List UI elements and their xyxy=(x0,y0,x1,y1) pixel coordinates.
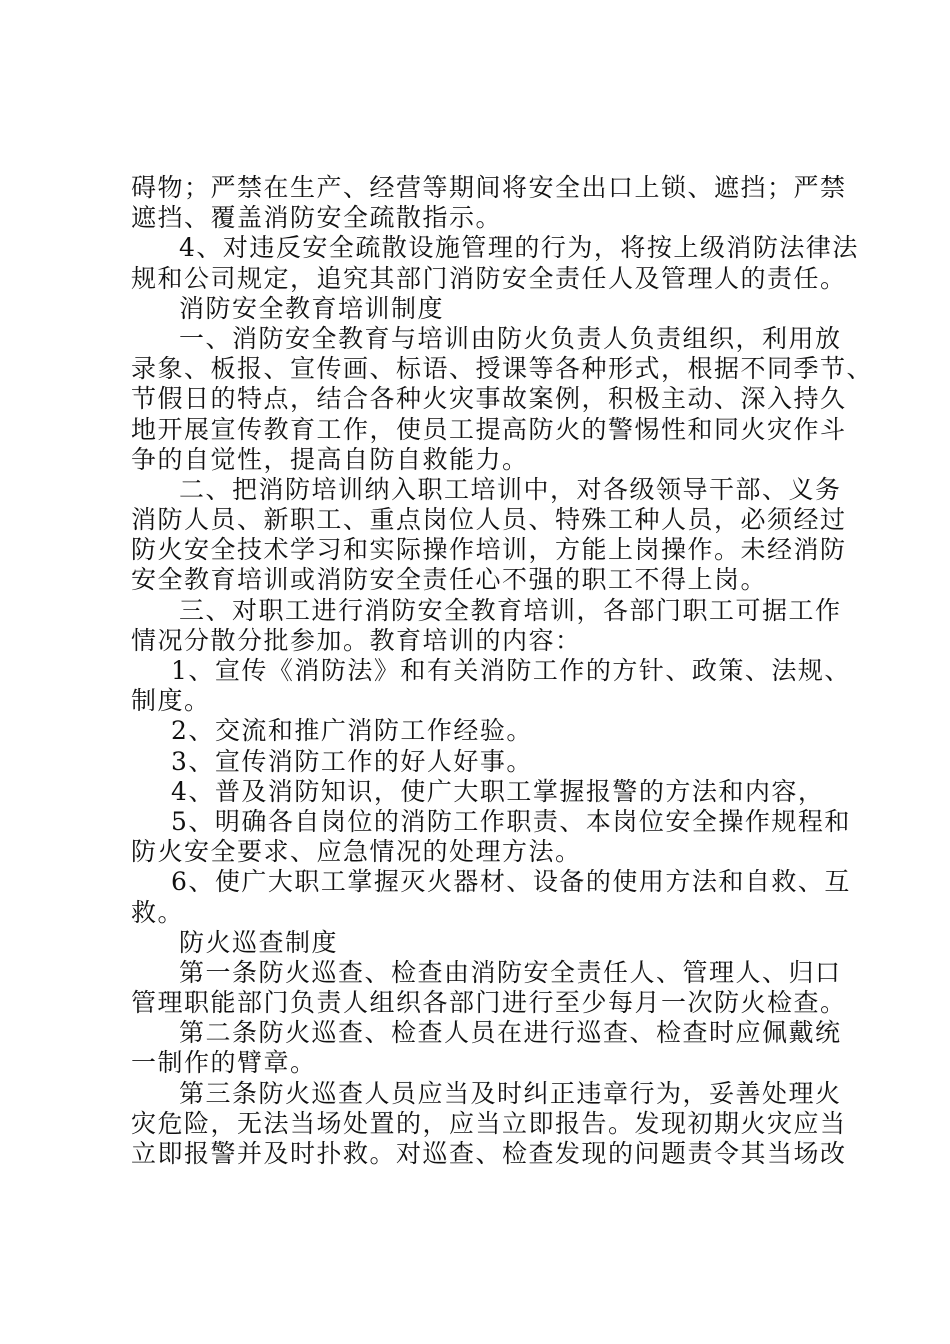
text-line: 管理职能部门负责人组织各部门进行至少每月一次防火检查。 xyxy=(131,988,847,1018)
text-line: 三、对职工进行消防安全教育培训，各部门职工可据工作 xyxy=(179,595,842,625)
text-line: 安全教育培训或消防安全责任心不强的职工不得上岗。 xyxy=(131,565,768,595)
text-line: 消防人员、新职工、重点岗位人员、特殊工种人员，必须经过 xyxy=(131,505,847,535)
list-item: 3、宣传消防工作的好人好事。 xyxy=(171,746,533,776)
text-line: 录象、板报、宣传画、标语、授课等各种形式，根据不同季节、 xyxy=(131,354,874,384)
text-line: 立即报警并及时扑救。对巡查、检查发现的问题责令其当场改 xyxy=(131,1139,847,1168)
document-body xyxy=(131,173,874,1169)
list-item: 1、宣传《消防法》和有关消防工作的方针、政策、法规、 xyxy=(171,656,851,685)
text-line: 一、消防安全教育与培训由防火负责人负责组织，利用放 xyxy=(179,323,842,353)
list-item: 4、普及消防知识，使广大职工掌握报警的方法和内容， xyxy=(171,776,825,806)
text-line: 规和公司规定，追究其部门消防安全责任人及管理人的责任。 xyxy=(131,263,847,293)
text-line: 情况分散分批参加。教育培训的内容： xyxy=(131,625,582,655)
text-line: 第三条防火巡查人员应当及时纠正违章行为，妥善处理火 xyxy=(179,1078,842,1108)
text-line: 节假日的特点，结合各种火灾事故案例，积极主动、深入持久 xyxy=(131,384,847,414)
text-line: 碍物；严禁在生产、经营等期间将安全出口上锁、遮挡；严禁 xyxy=(131,173,847,202)
section-heading: 消防安全教育培训制度 xyxy=(179,293,445,323)
text-line: 争的自觉性，提高自防自救能力。 xyxy=(131,444,529,474)
text-line: 遮挡、覆盖消防安全疏散指示。 xyxy=(131,203,503,233)
text-line: 防火安全技术学习和实际操作培训，方能上岗操作。未经消防 xyxy=(131,535,847,565)
text-line: 第二条防火巡查、检查人员在进行巡查、检查时应佩戴统 xyxy=(179,1018,842,1048)
text-line: 制度。 xyxy=(131,686,211,716)
section-heading: 防火巡查制度 xyxy=(179,927,339,957)
list-item: 5、明确各自岗位的消防工作职责、本岗位安全操作规程和 xyxy=(171,806,851,836)
list-item: 2、交流和推广消防工作经验。 xyxy=(171,716,533,746)
text-line: 救。 xyxy=(131,897,185,927)
text-line: 灾危险，无法当场处置的，应当立即报告。发现初期火灾应当 xyxy=(131,1108,847,1138)
text-line: 4、对违反安全疏散设施管理的行为，将按上级消防法律法 xyxy=(179,233,859,263)
text-line: 一制作的臂章。 xyxy=(131,1048,317,1078)
text-line: 防火安全要求、应急情况的处理方法。 xyxy=(131,837,582,867)
text-line: 地开展宣传教育工作，使员工提高防火的警惕性和同火灾作斗 xyxy=(131,414,847,444)
text-line: 第一条防火巡查、检查由消防安全责任人、管理人、归口 xyxy=(179,957,842,987)
text-line: 二、把消防培训纳入职工培训中，对各级领导干部、义务 xyxy=(179,474,842,504)
list-item: 6、使广大职工掌握灭火器材、设备的使用方法和自救、互 xyxy=(171,867,851,897)
